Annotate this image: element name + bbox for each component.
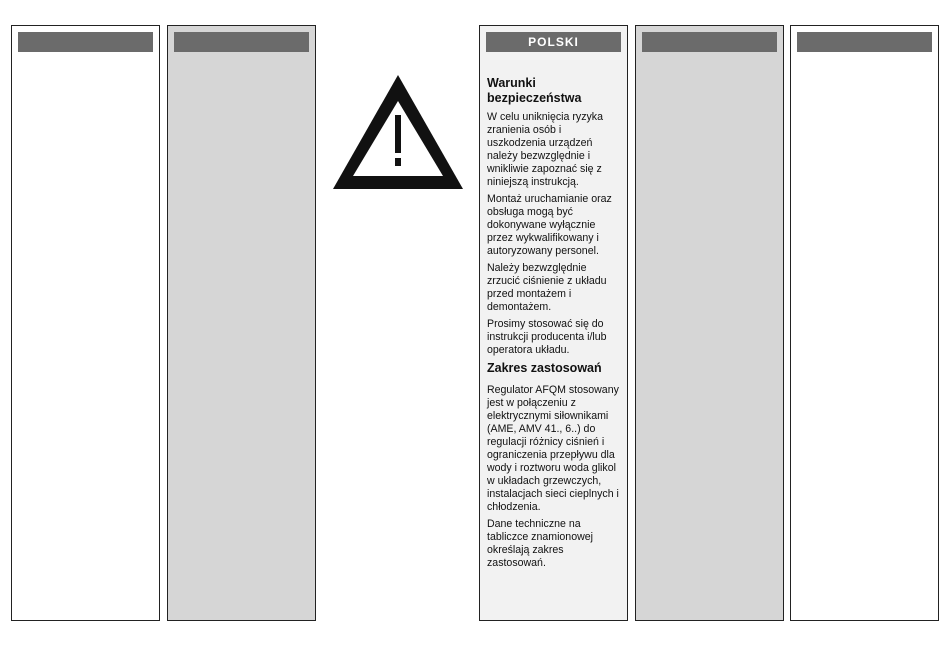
safety-paragraph: W celu uniknięcia ryzyka zranienia osób i uszkodzenia urządzeń należy bezwzględnie i wnikliwie zapoznać się z niniejszą instrukcją. [487, 111, 603, 188]
scope-paragraph: Dane techniczne na tabliczce znamionowej określają zakres zastosowań. [487, 518, 593, 569]
column-header-bar [797, 32, 932, 52]
column-header-bar [18, 32, 153, 52]
safety-heading: Warunki bezpieczeństwa [487, 76, 582, 105]
safety-paragraph: Montaż uruchamianie oraz obsługa mogą być dokonywane wyłącznie przez wykwalifikowany i autoryzowany personel. [487, 193, 612, 257]
column-2 [167, 25, 316, 621]
column-5 [790, 25, 939, 621]
column-header-bar [642, 32, 777, 52]
scope-heading: Zakres zastosowań [487, 361, 602, 375]
column-polski [479, 25, 628, 621]
polish-content [487, 76, 621, 574]
scope-paragraph: Regulator AFQM stosowany jest w połączeniu z elektrycznymi siłownikami (AME, AMV 41., 6..) do regulacji różnicy ciśnień i ograniczenia przepływu dla wody i roztworu woda glikol w układach grzewczych, instalacjach sieci cieplnych i chłodzenia. [487, 384, 619, 513]
column-header-bar [174, 32, 309, 52]
safety-paragraph: Należy bezwzględnie zrzucić ciśnienie z układu przed montażem i demontażem. [487, 262, 607, 313]
column-4 [635, 25, 784, 621]
safety-paragraph: Prosimy stosować się do instrukcji producenta i/lub operatora układu. [487, 318, 607, 356]
language-header: POLSKI [486, 32, 621, 52]
column-1 [11, 25, 160, 621]
warning-triangle-icon [331, 73, 465, 191]
